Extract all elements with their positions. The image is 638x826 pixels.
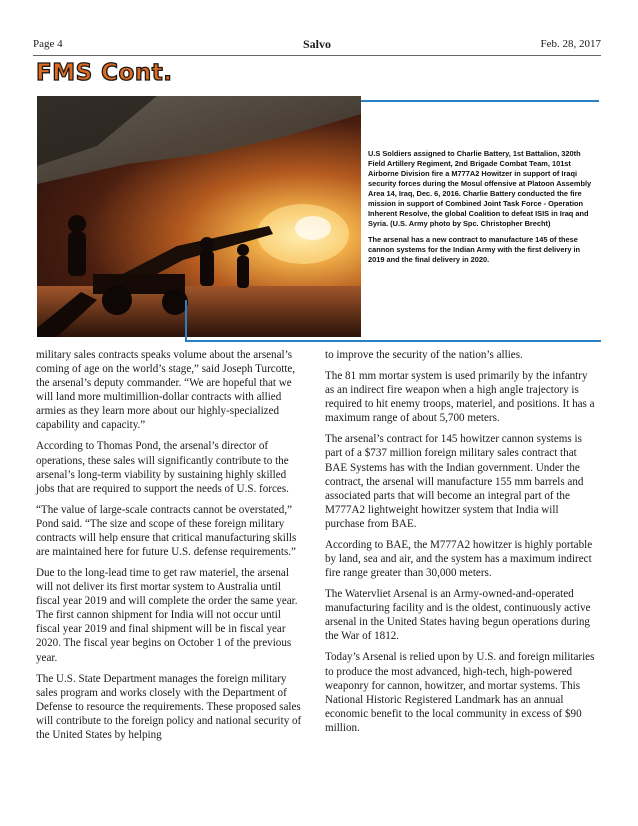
caption-paragraph: The arsenal has a new contract to manufacture 145 of these cannon systems for the Indian Army with the first delivery in 2019 and the final delivery in 2020. [368,234,581,264]
article-paragraph: The Watervliet Arsenal is an Army-owned-and-operated manufacturing facility and is the oldest, continuously active arsenal in the United States having begun operations during the War of 1812. [325,588,591,643]
photo-caption [368,149,594,271]
caption-bottom-rule [185,340,601,342]
page-header [33,35,601,56]
caption-paragraph: U.S Soldiers assigned to Charlie Battery, 1st Battalion, 320th Field Artillery Regiment, 2nd Brigade Combat Team, 101st Airborne Division fire a M777A2 Howitzer in support of Iraqi security forces during the Mosul offensive at Platoon Assembly Area 14, Iraq, Dec. 6, 2016. Charlie Battery conducted the fire mission in support of Combined Joint Task Force - Operation Inherent Resolve, the global Coalition to defeat ISIS in Iraq and Syria. (U.S. Army photo by Spc. Christopher Brecht) [368,149,592,228]
howitzer-scene-illustration [37,96,361,337]
article-paragraph: military sales contracts speaks volume about the arsenal’s coming of age on the world’s stage,” said Joseph Turcotte, the arsenal’s deputy commander. “We are hopeful that we will land more multimillion-dollar contracts with allied armies as they learn more about our highly-specialized capability and capacity.” [36,349,296,432]
article-paragraph: According to BAE, the M777A2 howitzer is highly portable by land, sea and air, and the system has a maximum indirect fire range greater than 30,000 meters. [325,538,593,580]
article-paragraph: to improve the security of the nation’s allies. [325,349,523,361]
page-title: FMS Cont. [36,60,173,86]
article-paragraph: According to Thomas Pond, the arsenal’s director of operations, these sales will significantly contribute to the arsenal’s long-term viability by sustaining highly skilled jobs that are required to support the needs of U.S. forces. [36,440,289,495]
page-number: Page 4 [33,38,63,50]
caption-top-rule [361,100,599,102]
article-paragraph: Due to the long-lead time to get raw materiel, the arsenal will not deliver its first mortar system to Australia until fiscal year 2019 and will complete the order the same year. The first cannon shipment for India will not occur until fiscal year 2019 and final shipment will be in fiscal year 2020. The fiscal year begins on October 1 of the previous year. [36,567,298,664]
publication-name: Salvo [302,37,331,51]
caption-side-rule [185,300,187,342]
article-column-right [325,348,595,742]
article-paragraph: Today’s Arsenal is relied upon by U.S. and foreign militaries to produce the most advanced, high-tech, high-powered weaponry for cannon, howitzer, and mortar systems. This National Historic Registered Landmark has an annual economic benefit to the local community in excess of $90 million. [325,651,595,734]
article-paragraph: The 81 mm mortar system is used primarily by the infantry as an indirect fire weapon when a high angle trajectory is required to hit enemy troops, materiel, and positions. It has a maximum range of about 5,700 meters. [325,370,595,425]
article-paragraph: “The value of large-scale contracts cannot be overstated,” Pond said. “The size and scope of these foreign military contracts will help ensure that critical manufacturing skills are maintained here for future U.S. defense requirements.” [36,503,297,559]
article-paragraph: The U.S. State Department manages the foreign military sales program and works closely with the Department of Defense to resource the requirements. These proposed sales will contribute to the foreign policy and national security of the United States by helping [36,672,302,741]
issue-date: Feb. 28, 2017 [540,38,601,50]
article-column-left [36,348,306,749]
article-paragraph: The arsenal’s contract for 145 howitzer cannon systems is part of a $737 million foreign military sales contract that BAE Systems has with the Indian government. Under the contract, the arsenal will manufacture 155 mm barrels and associated parts that will become an integral part of the M777A2 lightweight howitzer system that India will purchase from BAE. [325,433,584,530]
howitzer-photo [37,96,361,337]
